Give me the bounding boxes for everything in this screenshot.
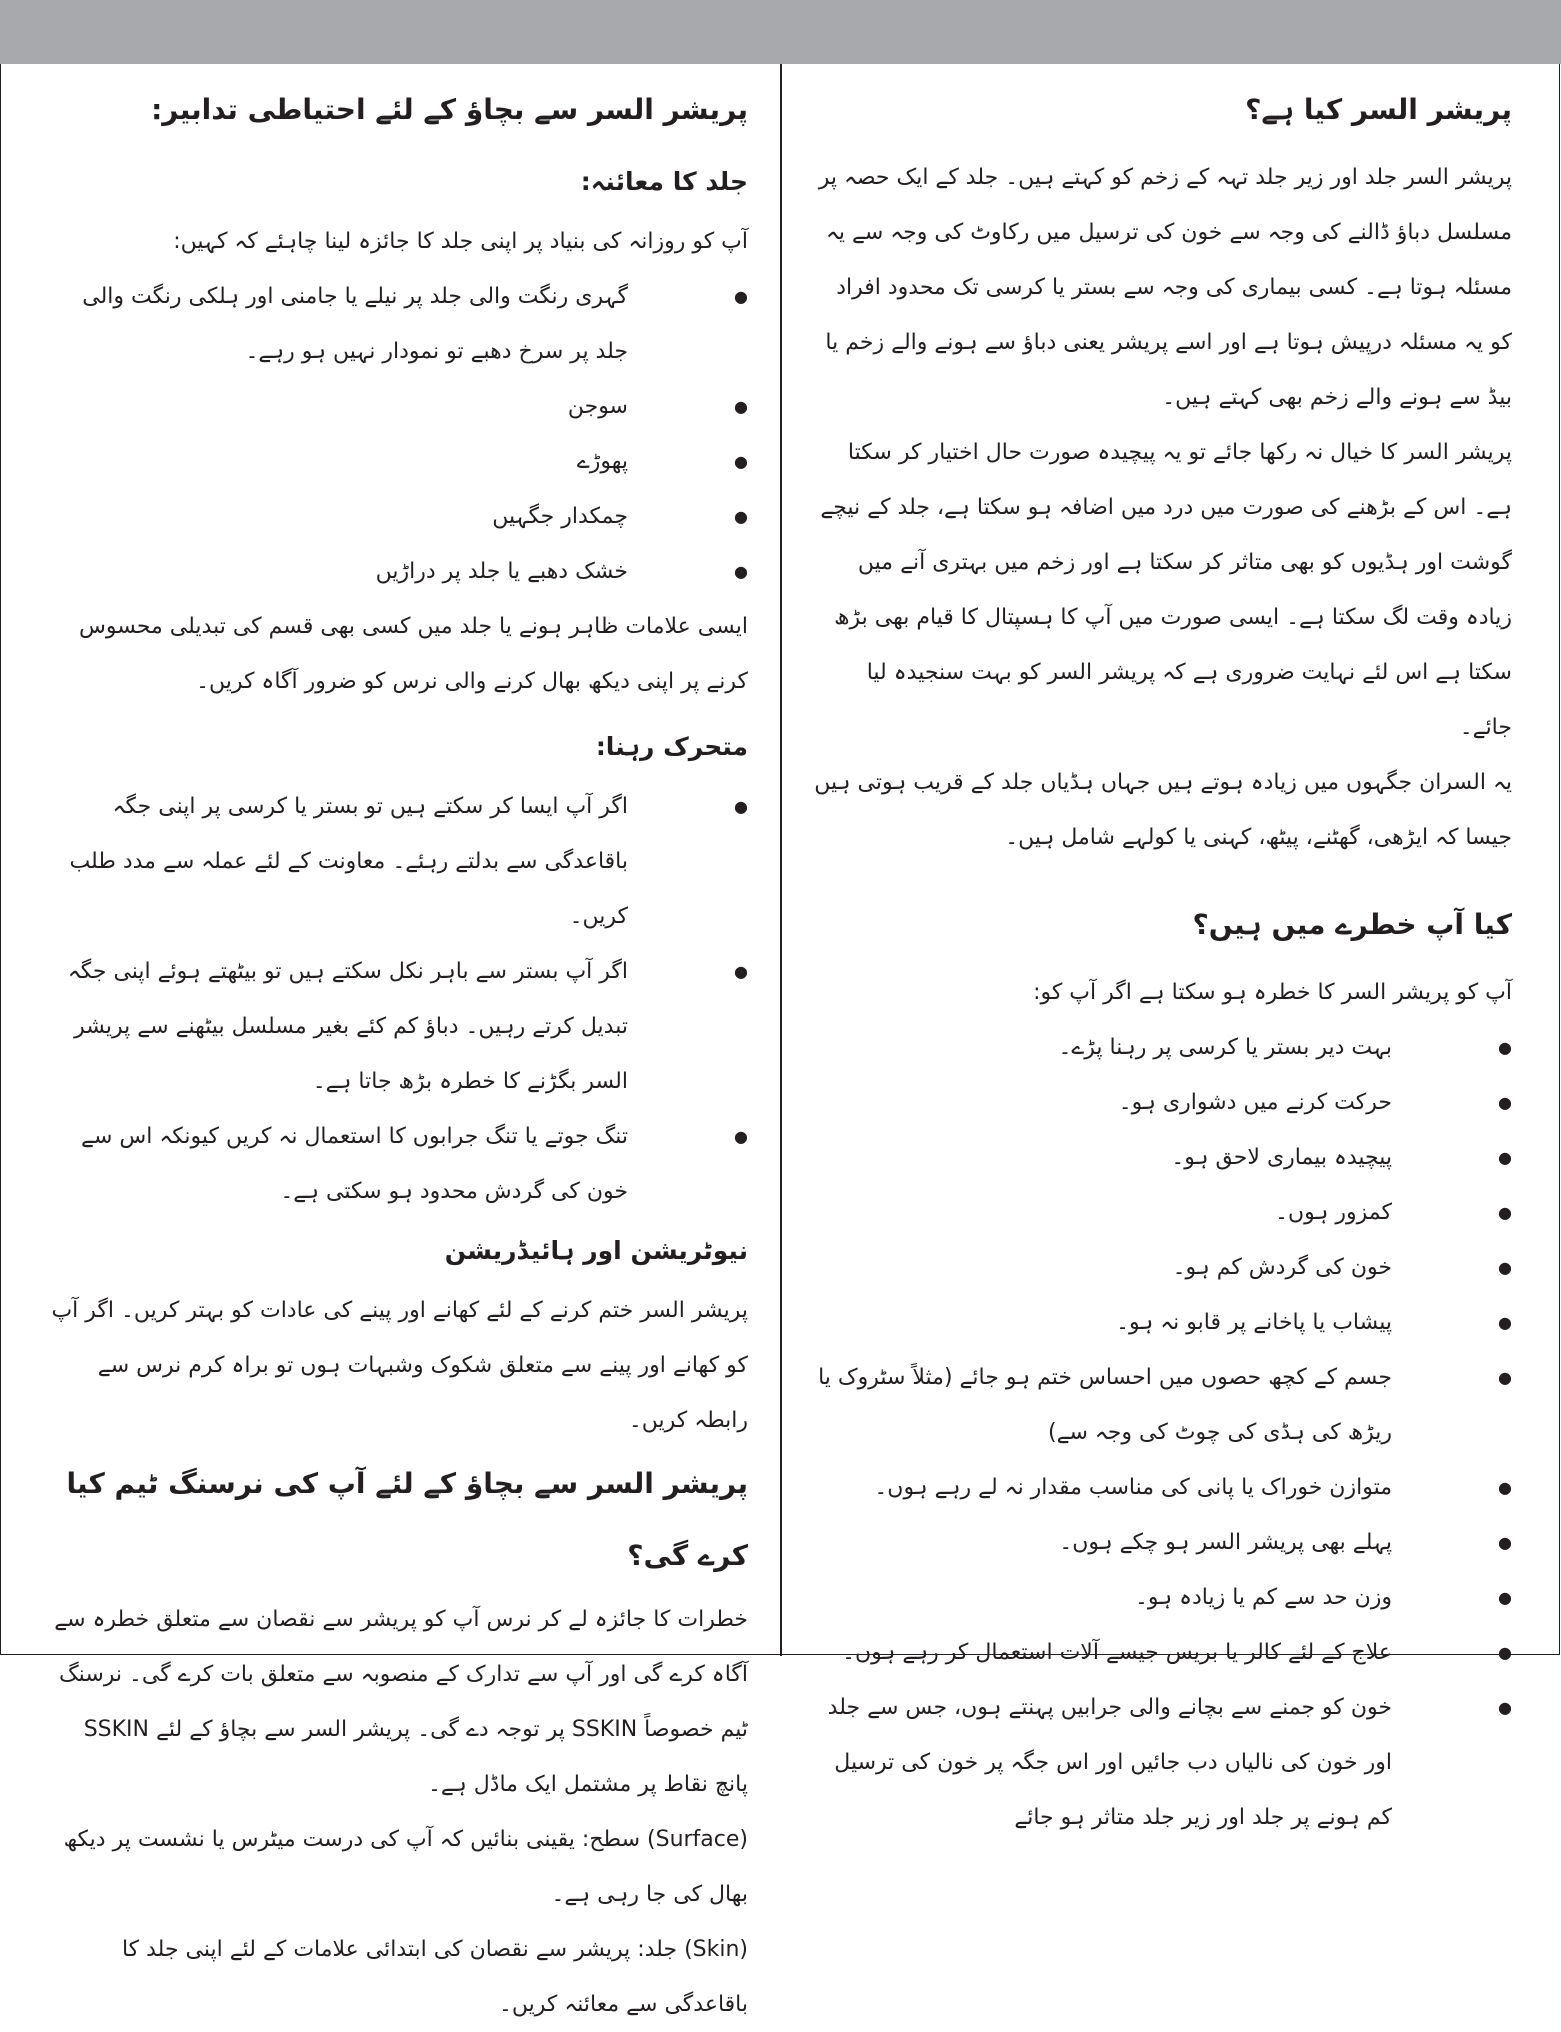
list-item: ● علاج کے لئے کالر یا بریس جیسے آلات استعمال کر رہے ہوں۔ xyxy=(812,1625,1512,1680)
header-band xyxy=(0,0,1561,64)
list-item: ● خون کی گردش کم ہو۔ xyxy=(812,1240,1512,1295)
list-item: ● چمکدار جگہیں xyxy=(48,489,748,544)
list-item: ● سوجن xyxy=(48,379,748,434)
list-item: ● حرکت کرنے میں دشواری ہو۔ xyxy=(812,1075,1512,1130)
prevention-heading: پریشر السر سے بچاؤ کے لئے احتیاطی تدابیر: xyxy=(151,93,748,126)
list-item: ● تنگ جوتے یا تنگ جرابوں کا استعمال نہ کریں کیونکہ اس سے خون کی گردش محدود ہو سکتی ہے۔ xyxy=(48,1109,748,1219)
surface-label: (Surface) xyxy=(647,1827,748,1852)
skin-text: جلد: پریشر سے نقصان کی ابتدائی علامات کے لئے اپنی جلد کا باقاعدگی سے معائنہ کریں۔ xyxy=(121,1937,748,2017)
skin-label: (Skin) xyxy=(684,1937,748,1962)
skin-check-list xyxy=(48,269,748,599)
list-item: ● اگر آپ بستر سے باہر نکل سکتے ہیں تو بیٹھتے ہوئے اپنی جگہ تبدیل کرتے رہیں۔ دباؤ کم کئے بغیر مسلسل بیٹھنے سے پریشر السر بگڑنے کا خطرہ بڑھ جاتا ہے۔ xyxy=(48,944,748,1109)
list-item: ● خون کو جمنے سے بچانے والی جرابیں پہنتے ہوں، جس سے جلد اور خون کی نالیاں دب جائیں اور اس جگہ پر خون کی ترسیل کم ہونے پر جلد اور زیر جلد متاثر ہو جائے xyxy=(812,1680,1512,1845)
list-item: ● پھوڑے xyxy=(48,434,748,489)
list-item: ● بہت دیر بستر یا کرسی پر رہنا پڑے۔ xyxy=(812,1020,1512,1075)
definition-paragraph: پریشر السر جلد اور زیر جلد تہہ کے زخم کو کہتے ہیں۔ جلد کے ایک حصہ پر مسلسل دباؤ ڈالنے کی وجہ سے خون کی ترسیل میں رکاوٹ کی وجہ سے یہ مسئلہ ہوتا ہے۔ کسی بیماری کی وجہ سے بستر یا کرسی تک محدود افراد کو یہ مسئلہ درپیش ہوتا ہے اور اسے پریشر یعنی دباؤ سے ہونے والے زخم یا بیڈ سے ہونے والے زخم بھی کہتے ہیں۔ xyxy=(818,165,1512,410)
mobility-subheading: متحرک رہنا: xyxy=(595,732,748,761)
complications-paragraph: پریشر السر کا خیال نہ رکھا جائے تو یہ پیچیدہ صورت حال اختیار کر سکتا ہے۔ اس کے بڑھنے کی صورت میں درد میں اضافہ ہو سکتا ہے، جلد کے نیچے گوشت اور ہڈیوں کو بھی متاثر کر سکتا ہے اور زخم میں بہتری آنے میں زیادہ وقت لگ سکتا ہے۔ ایسی صورت میں آپ کا ہسپتال کا قیام بھی بڑھ سکتا ہے اس لئے نہایت ضروری ہے کہ پریشر السر کو بہت سنجیدہ لیا جائے۔ xyxy=(820,440,1512,740)
right-column xyxy=(812,70,1512,1845)
what-is-pressure-ulcer-heading: پریشر السر کیا ہے؟ xyxy=(1245,93,1512,126)
locations-paragraph: یہ السران جگہوں میں زیادہ ہوتے ہیں جہاں ہڈیاں جلد کے قریب ہوتی ہیں جیسا کہ ایڑھی، گھٹنے، پیٹھ، کہنی یا کولہے شامل ہیں۔ xyxy=(814,770,1512,850)
sskin-skin xyxy=(48,1922,748,2032)
are-you-at-risk-heading: کیا آپ خطرے میں ہیں؟ xyxy=(1192,908,1512,941)
list-item: ● پیچیدہ بیماری لاحق ہو۔ xyxy=(812,1130,1512,1185)
surface-text: سطح: یقینی بنائیں کہ آپ کی درست میٹرس یا نشست پر دیکھ بھال کی جا رہی ہے۔ xyxy=(63,1827,748,1907)
list-item: ● اگر آپ ایسا کر سکتے ہیں تو بستر یا کرسی پر اپنی جگہ باقاعدگی سے بدلتے رہئے۔ معاونت کے لئے عملہ سے مدد طلب کریں۔ xyxy=(48,779,748,944)
nursing-team-heading: پریشر السر سے بچاؤ کے لئے آپ کی نرسنگ ٹیم کیا کرے گی؟ xyxy=(66,1467,748,1572)
list-item: ● متوازن خوراک یا پانی کی مناسب مقدار نہ لے رہے ہوں۔ xyxy=(812,1460,1512,1515)
list-item: ● جسم کے کچھ حصوں میں احساس ختم ہو جائے (مثلاً سٹروک یا ریڑھ کی ہڈی کی چوٹ کی وجہ سے) xyxy=(812,1350,1512,1460)
nursing-team-text: خطرات کا جائزہ لے کر نرس آپ کو پریشر سے نقصان سے متعلق خطرہ سے آگاہ کرے گی اور آپ سے تدارک کے منصوبہ سے متعلق بات کرے گی۔ نرسنگ ٹیم خصوصاً SSKIN پر توجہ دے گی۔ پریشر السر سے بچاؤ کے لئے SSKIN پانچ نقاط پر مشتمل ایک ماڈل ہے۔ xyxy=(54,1607,748,1797)
nutrition-subheading: نیوٹریشن اور ہائیڈریشن xyxy=(444,1236,748,1265)
list-item: ● وزن حد سے کم یا زیادہ ہو۔ xyxy=(812,1570,1512,1625)
list-item: ● پہلے بھی پریشر السر ہو چکے ہوں۔ xyxy=(812,1515,1512,1570)
skin-check-intro: آپ کو روزانہ کی بنیاد پر اپنی جلد کا جائزہ لینا چاہئے کہ کہیں: xyxy=(173,229,748,254)
list-item: ● پیشاب یا پاخانے پر قابو نہ ہو۔ xyxy=(812,1295,1512,1350)
risk-intro: آپ کو پریشر السر کا خطرہ ہو سکتا ہے اگر آپ کو: xyxy=(1033,980,1512,1005)
list-item: ● کمزور ہوں۔ xyxy=(812,1185,1512,1240)
left-column xyxy=(48,70,748,2032)
skin-check-note: ایسی علامات ظاہر ہونے یا جلد میں کسی بھی قسم کی تبدیلی محسوس کرنے پر اپنی دیکھ بھال کرنے والی نرس کو ضرور آگاہ کریں۔ xyxy=(78,614,748,694)
risk-list xyxy=(812,1020,1512,1845)
list-item: ● خشک دھبے یا جلد پر دراڑیں xyxy=(48,544,748,599)
column-divider xyxy=(780,64,782,1656)
sskin-surface xyxy=(48,1812,748,1922)
mobility-list xyxy=(48,779,748,1219)
skin-check-subheading: جلد کا معائنہ: xyxy=(580,167,748,196)
list-item: ● گہری رنگت والی جلد پر نیلے یا جامنی اور ہلکی رنگت والی جلد پر سرخ دھبے تو نمودار نہیں ہو رہے۔ xyxy=(48,269,748,379)
nutrition-text: پریشر السر ختم کرنے کے لئے کھانے اور پینے کی عادات کو بہتر کریں۔ اگر آپ کو کھانے اور پینے سے متعلق شکوک وشبہات ہوں تو براہ کرم نرس سے رابطہ کریں۔ xyxy=(51,1298,748,1433)
